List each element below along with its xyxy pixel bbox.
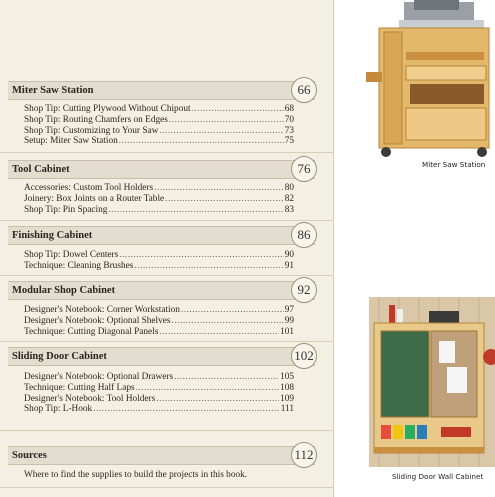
divider <box>0 152 333 153</box>
toc-entry[interactable] <box>24 183 294 194</box>
page-number-badge: 102 <box>291 343 317 369</box>
divider <box>0 487 333 488</box>
section-title: Sliding Door Cabinet <box>12 351 107 362</box>
entry-title: Shop Tip: Pin Spacing <box>24 204 108 215</box>
toc-section-miter-saw-station <box>8 81 315 147</box>
toc-entry[interactable] <box>24 316 294 327</box>
miter-saw-station-photo <box>364 0 494 168</box>
leader-dots <box>134 261 283 272</box>
toc-entry[interactable] <box>24 126 294 137</box>
toc-entry[interactable] <box>24 404 294 415</box>
leader-dots <box>108 205 283 216</box>
leader-dots <box>119 250 283 261</box>
divider <box>0 220 333 221</box>
section-title: Miter Saw Station <box>12 85 94 96</box>
leader-dots <box>154 183 284 194</box>
toc-section-modular-shop-cabinet <box>8 281 315 337</box>
section-heading[interactable] <box>8 160 315 179</box>
entry-page: 73 <box>284 125 294 136</box>
entry-title: Shop Tip: Customizing to Your Saw <box>24 125 159 136</box>
toc-entry[interactable] <box>24 327 294 338</box>
section-heading[interactable] <box>8 281 315 300</box>
section-title: Tool Cabinet <box>12 164 70 175</box>
toc-entry[interactable] <box>24 205 294 216</box>
entry-page: 99 <box>284 315 294 326</box>
entry-title: Designer's Notebook: Corner Workstation <box>24 305 180 315</box>
entry-page: 68 <box>284 104 294 114</box>
entry-page: 105 <box>280 372 294 382</box>
toc-section-sliding-door-cabinet <box>8 347 315 415</box>
entry-title: Joinery: Box Joints on a Router Table <box>24 193 165 204</box>
entry-page: 90 <box>284 250 294 260</box>
section-title: Finishing Cabinet <box>12 230 93 241</box>
toc-entry[interactable] <box>24 136 294 147</box>
leader-dots <box>172 316 284 327</box>
page-number-badge: 86 <box>291 222 317 248</box>
photo-column <box>334 0 495 497</box>
toc-entry[interactable] <box>24 305 294 316</box>
toc-entry[interactable] <box>24 383 294 394</box>
entry-page: 101 <box>280 326 294 337</box>
toc-section-sources <box>8 446 315 481</box>
divider <box>0 430 333 431</box>
entry-page: 91 <box>284 260 294 271</box>
entry-page: 97 <box>284 305 294 315</box>
page-number-badge: 92 <box>291 277 317 303</box>
entry-title: Setup: Miter Saw Station <box>24 136 118 147</box>
entry-title: Technique: Cutting Half Laps <box>24 382 135 393</box>
entry-page: 108 <box>280 382 294 393</box>
leader-dots <box>192 104 284 115</box>
sliding-door-cabinet-photo <box>369 297 495 467</box>
toc-entry[interactable] <box>24 194 294 205</box>
section-heading[interactable] <box>8 81 315 100</box>
toc-section-finishing-cabinet <box>8 226 315 272</box>
entry-title: Shop Tip: L-Hook <box>24 404 93 415</box>
leader-dots <box>169 115 284 126</box>
divider <box>0 341 333 342</box>
section-heading[interactable] <box>8 226 315 245</box>
section-heading[interactable] <box>8 347 315 366</box>
entry-page: 82 <box>284 193 294 204</box>
divider <box>0 275 333 276</box>
entry-title: Shop Tip: Routing Chamfers on Edges <box>24 114 168 125</box>
toc-section-tool-cabinet <box>8 160 315 215</box>
entry-page: 70 <box>284 114 294 125</box>
section-title: Sources <box>12 450 47 461</box>
section-title: Modular Shop Cabinet <box>12 285 116 296</box>
entry-title: Designer's Notebook: Tool Holders <box>24 393 156 404</box>
photo-caption: Miter Saw Station <box>422 160 486 169</box>
leader-dots <box>136 383 279 394</box>
leader-dots <box>181 305 284 316</box>
toc-entry[interactable] <box>24 372 294 383</box>
page-number-badge: 76 <box>291 156 317 182</box>
entry-title: Shop Tip: Dowel Centers <box>24 250 119 260</box>
entry-title: Technique: Cutting Diagonal Panels <box>24 326 159 337</box>
entry-title: Designer's Notebook: Optional Shelves <box>24 315 171 326</box>
page-number-badge: 66 <box>291 77 317 103</box>
leader-dots <box>156 394 279 405</box>
entry-title: Technique: Cleaning Brushes <box>24 260 134 271</box>
toc-entry[interactable] <box>24 104 294 115</box>
photo-caption: Sliding Door Wall Cabinet <box>392 472 484 481</box>
entry-title: Shop Tip: Cutting Plywood Without Chipout <box>24 104 191 114</box>
leader-dots <box>159 327 279 338</box>
entry-page: 109 <box>280 393 294 404</box>
entry-page: 80 <box>284 183 294 193</box>
toc-entry[interactable] <box>24 250 294 261</box>
toc-entry[interactable] <box>24 261 294 272</box>
entry-page: 111 <box>280 404 294 415</box>
section-description: Where to find the supplies to build the projects in this book. <box>24 470 248 480</box>
toc-entry[interactable] <box>24 115 294 126</box>
entry-page: 83 <box>284 204 294 215</box>
page-number-badge: 112 <box>291 442 317 468</box>
entry-title: Accessories: Custom Tool Holders <box>24 183 154 193</box>
leader-dots <box>165 194 284 205</box>
entry-title: Designer's Notebook: Optional Drawers <box>24 372 174 382</box>
leader-dots <box>174 372 279 383</box>
leader-dots <box>159 126 283 137</box>
toc-entry[interactable] <box>24 394 294 405</box>
leader-dots <box>93 404 280 415</box>
entry-page: 75 <box>284 136 294 147</box>
section-heading[interactable] <box>8 446 315 465</box>
leader-dots <box>119 136 284 147</box>
